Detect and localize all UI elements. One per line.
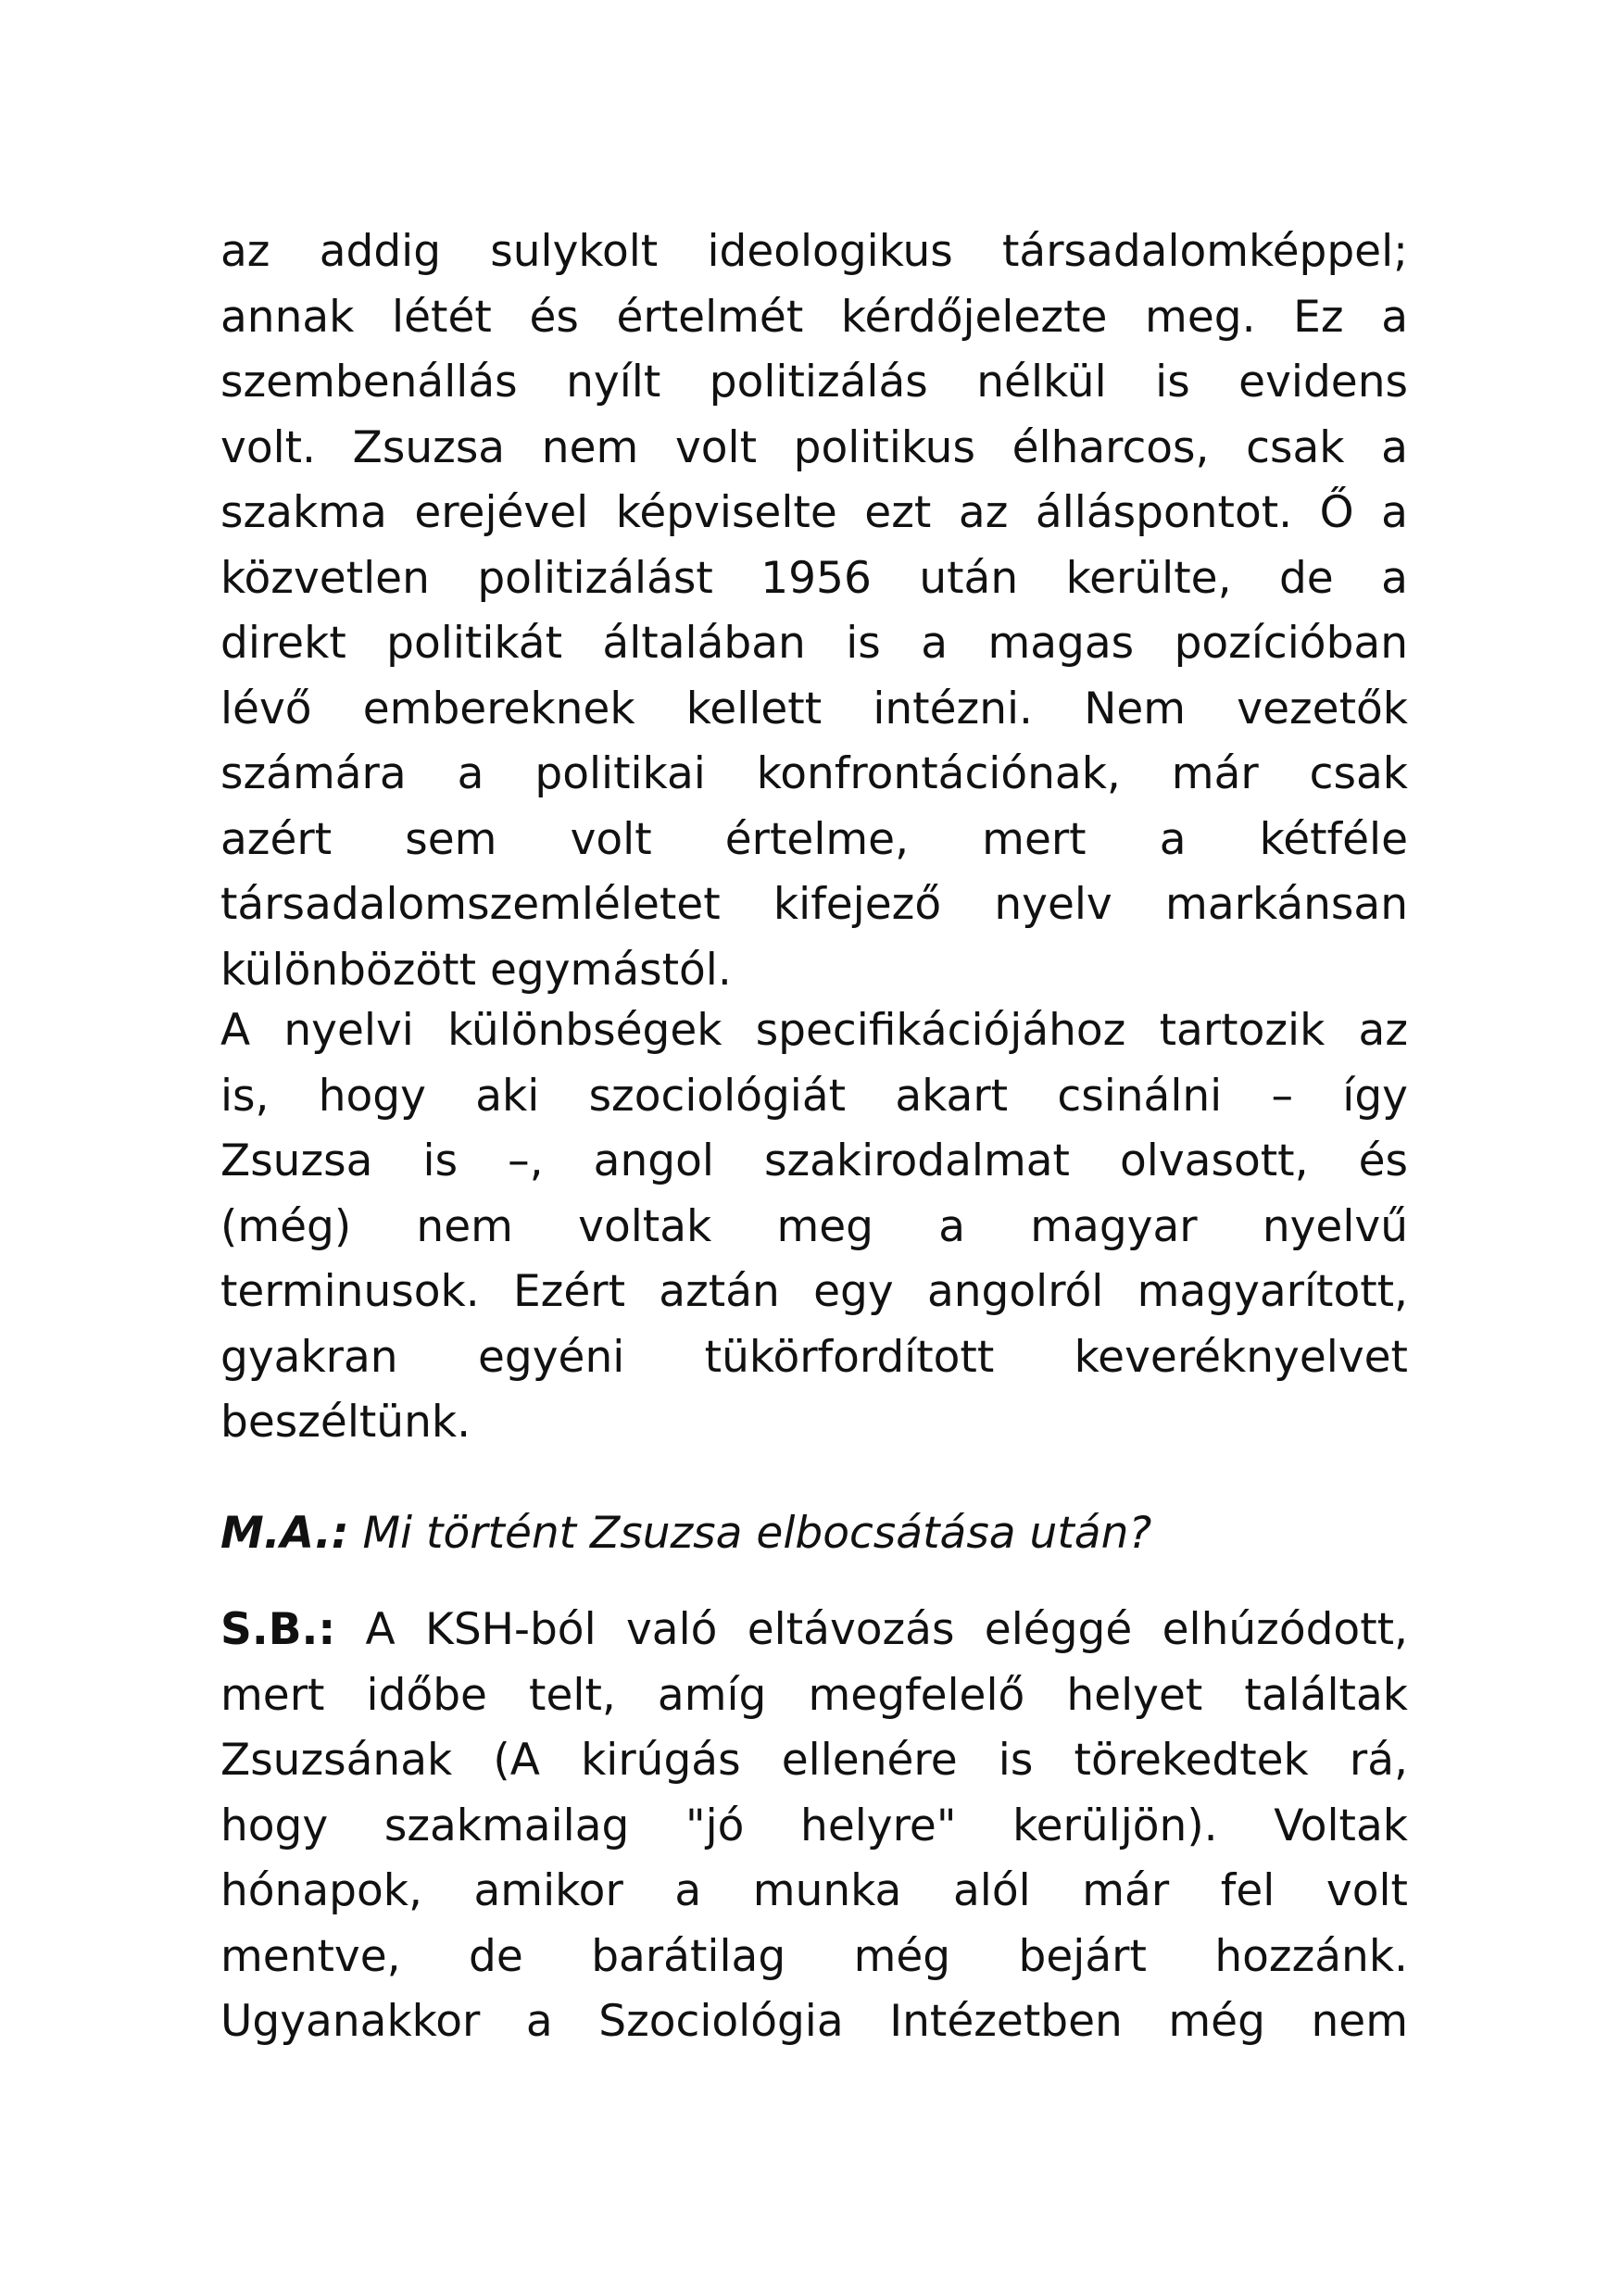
paragraph-line: Zsuzsa is –, angol szakirodalmat olvasott, és bbox=[220, 1135, 1408, 1186]
interview-answer bbox=[220, 1598, 1408, 2055]
paragraph-line: annak létét és értelmét kérdőjelezte meg. Ez a bbox=[220, 291, 1408, 343]
paragraph-line: (még) nem voltak meg a magyar nyelvű bbox=[220, 1200, 1408, 1252]
answer-line: Ugyanakkor a Szociológia Intézetben még nem bbox=[220, 1996, 1408, 2047]
paragraph-1 bbox=[220, 220, 1408, 1003]
answer-line bbox=[220, 1598, 1408, 1663]
answer-text: A KSH-ból való eltávozás eléggé elhúzódott, bbox=[335, 1604, 1408, 1655]
paragraph-line: különbözött egymástól. bbox=[220, 944, 732, 996]
answer-line: mentve, de barátilag még bejárt hozzánk. bbox=[220, 1930, 1408, 1982]
paragraph-line: közvetlen politizálást 1956 után kerülte, de a bbox=[220, 552, 1408, 604]
paragraph-line: szakma erejével képviselte ezt az álláspontot. Ő a bbox=[220, 487, 1408, 538]
paragraph-line: számára a politikai konfrontációnak, már csak bbox=[220, 748, 1408, 799]
paragraph-line: gyakran egyéni tükörfordított keveréknyelvet bbox=[220, 1331, 1408, 1383]
paragraph-line: A nyelvi különbségek specifikációjához tartozik az bbox=[220, 1005, 1408, 1056]
paragraph-line: volt. Zsuzsa nem volt politikus élharcos, csak a bbox=[220, 421, 1408, 473]
paragraph-line: szembenállás nyílt politizálás nélkül is evidens bbox=[220, 357, 1408, 408]
answer-speaker: S.B.: bbox=[220, 1604, 336, 1655]
answer-line: Zsuzsának (A kirúgás ellenére is törekedtek rá, bbox=[220, 1735, 1408, 1786]
paragraph-line: direkt politikát általában is a magas pozícióban bbox=[220, 618, 1408, 669]
answer-line: hónapok, amikor a munka alól már fel volt bbox=[220, 1865, 1408, 1916]
paragraph-line: lévő embereknek kellett intézni. Nem vezetők bbox=[220, 683, 1408, 734]
question-speaker: M.A.: bbox=[220, 1508, 349, 1559]
interview-question bbox=[220, 1501, 1408, 1567]
paragraph-line: azért sem volt értelme, mert a kétféle bbox=[220, 813, 1408, 865]
paragraph-line: az addig sulykolt ideologikus társadalomképpel; bbox=[220, 226, 1408, 277]
question-line bbox=[220, 1501, 1408, 1567]
paragraph-2 bbox=[220, 998, 1408, 1456]
paragraph-line: beszéltünk. bbox=[220, 1397, 471, 1448]
paragraph-line: terminusok. Ezért aztán egy angolról magyarított, bbox=[220, 1266, 1408, 1317]
paragraph-line: társadalomszemléletet kifejező nyelv markánsan bbox=[220, 879, 1408, 930]
question-text: Mi történt Zsuzsa elbocsátása után? bbox=[348, 1508, 1152, 1559]
paragraph-line: is, hogy aki szociológiát akart csinálni – így bbox=[220, 1070, 1408, 1122]
answer-line: hogy szakmailag "jó helyre" kerüljön). Voltak bbox=[220, 1800, 1408, 1851]
answer-line: mert időbe telt, amíg megfelelő helyet találtak bbox=[220, 1669, 1408, 1721]
